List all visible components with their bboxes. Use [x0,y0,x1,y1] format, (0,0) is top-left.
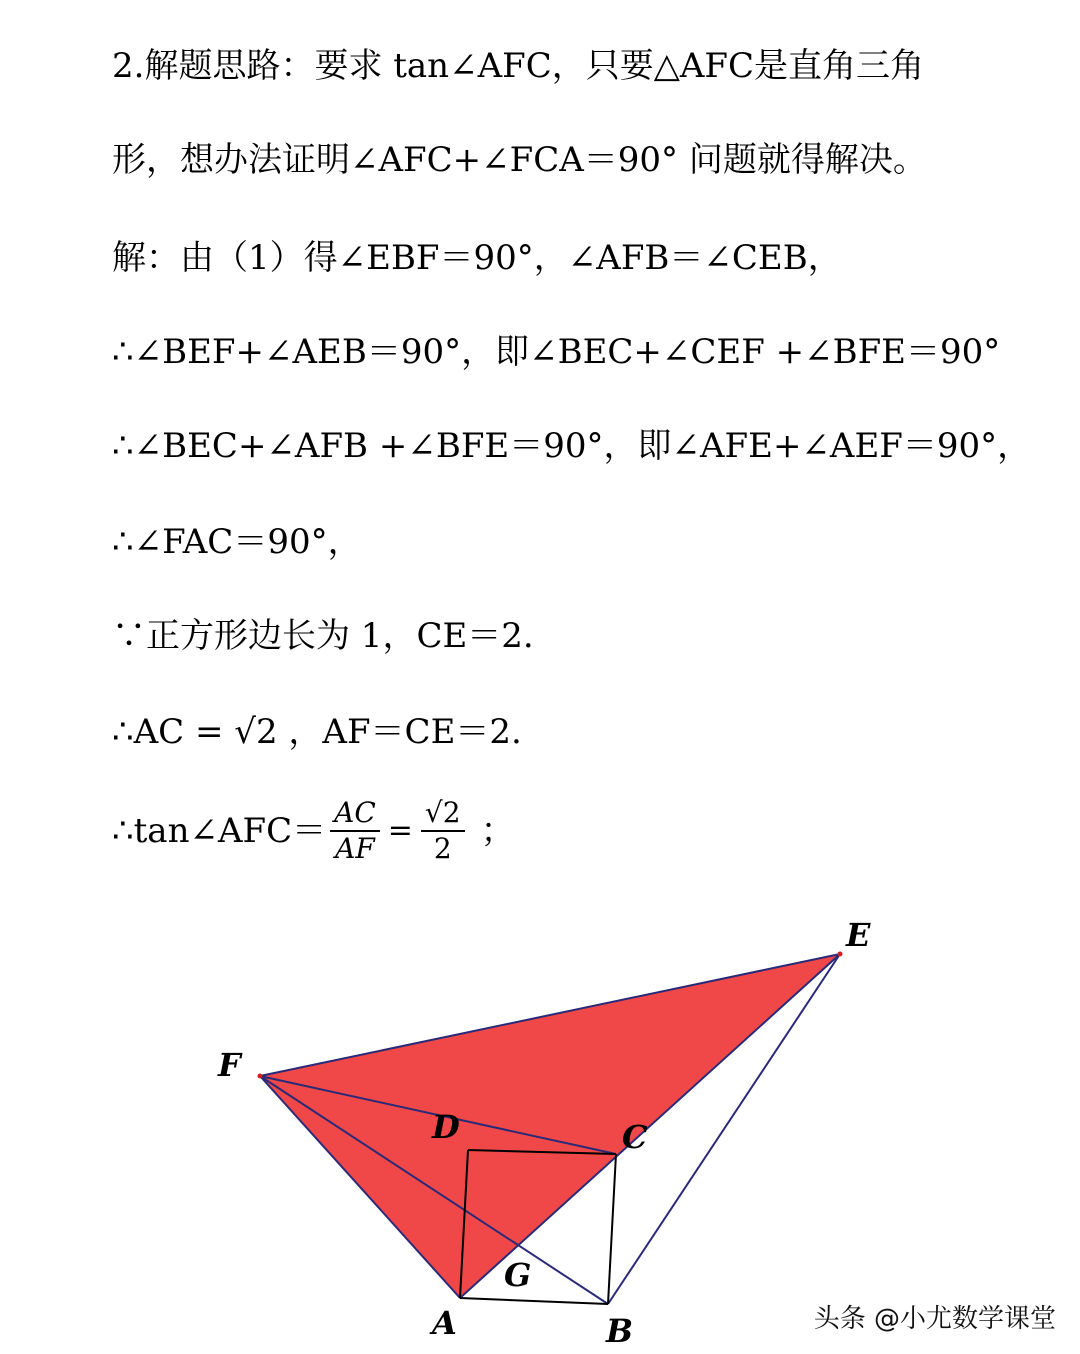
label-e: E [846,916,871,954]
fraction-sqrt2-2-denominator: 2 [433,832,452,865]
solution-step-2: ∴∠BEF+∠AEB＝90°，即∠BEC+∠CEF +∠BFE＝90° [112,332,1001,372]
label-b: B [606,1312,634,1350]
fraction-ac-af [330,796,380,866]
solution-step-3: ∴∠BEC+∠AFB +∠BFE＝90°，即∠AFE+∠AEF＝90°， [112,426,1032,466]
shaded-triangle-fea [260,954,840,1298]
point-e-dot [838,952,843,957]
label-f: F [218,1046,241,1084]
label-a: A [432,1304,457,1342]
geometry-figure [0,900,1080,1354]
solution-step-4: ∴∠FAC＝90°， [112,522,362,562]
solution-step-5: ∵正方形边长为 1，CE＝2. [112,616,534,656]
watermark: 头条 @小尤数学课堂 [813,1304,1056,1334]
fraction-sqrt2-2-numerator: √2 [421,796,465,832]
square-side-bc [608,1154,616,1304]
solution-step-7 [112,786,515,876]
equals-sign: = [387,813,413,848]
label-c: C [622,1118,648,1156]
semicolon: ； [480,811,515,851]
label-d: D [432,1108,460,1146]
solution-step-1: 解：由（1）得∠EBF＝90°，∠AFB＝∠CEB， [112,238,842,278]
square-side-ab [460,1298,608,1304]
point-f-dot [258,1074,263,1079]
tan-prefix: ∴tan∠AFC＝ [112,811,327,851]
fraction-ac-af-numerator: AC [330,796,380,832]
solution-step-6: ∴AC = √2 ，AF＝CE＝2. [112,712,522,752]
solution-idea-line-2: 形，想办法证明∠AFC+∠FCA＝90° 问题就得解决。 [112,140,927,180]
solution-idea-line-1: 2.解题思路：要求 tan∠AFC，只要△AFC是直角三角 [112,46,925,86]
label-g: G [504,1256,532,1294]
fraction-sqrt2-2 [421,796,465,866]
fraction-ac-af-denominator: AF [335,832,375,865]
